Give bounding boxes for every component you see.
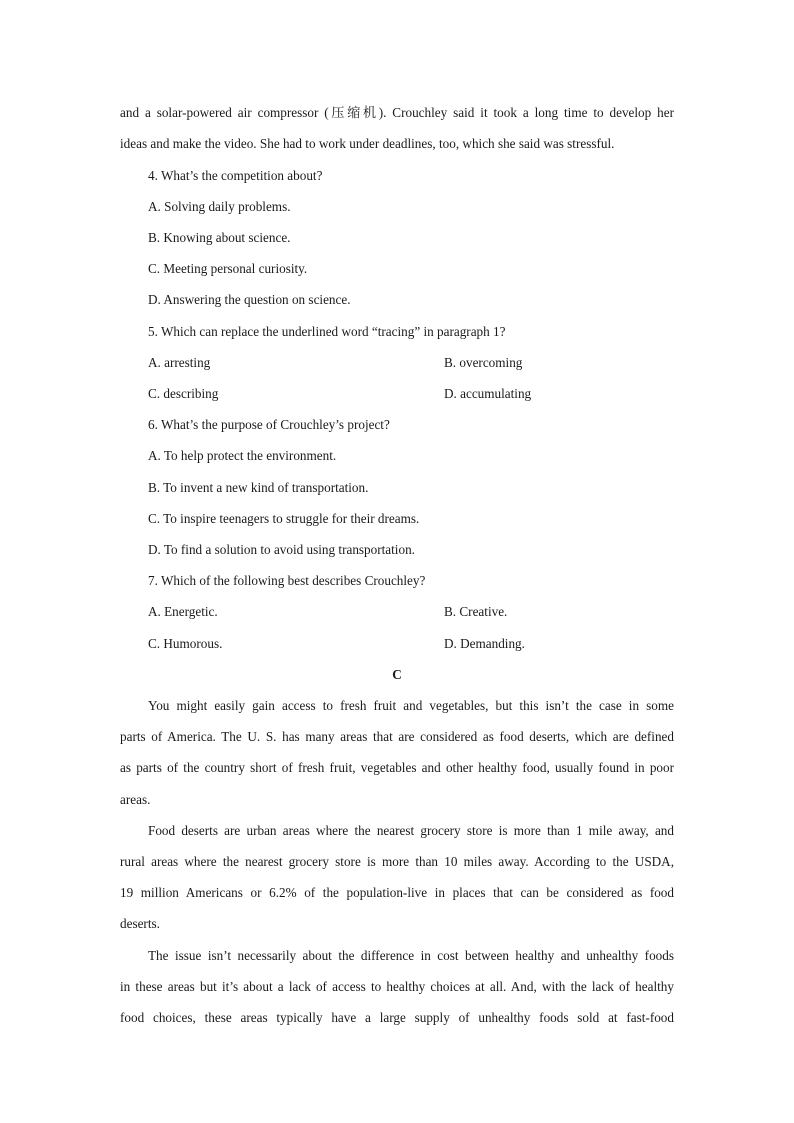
paragraph-line: in these areas but it’s about a lack of access to healthy choices at all. And, with the lack of healthy: [120, 979, 674, 994]
q4-option-b: B. Knowing about science.: [148, 230, 291, 245]
q7-option-b: B. Creative.: [444, 604, 508, 619]
q6-option-c: C. To inspire teenagers to struggle for their dreams.: [148, 511, 420, 526]
q5-option-d: D. accumulating: [444, 386, 532, 401]
q4-option-d: D. Answering the question on science.: [148, 292, 351, 307]
intro-line: and a solar-powered air compressor (压缩机). Crouchley said it took a long time to develop her: [120, 105, 674, 120]
q4-option-a: A. Solving daily problems.: [148, 199, 291, 214]
section-heading: C: [392, 667, 402, 682]
q5-option-b: B. overcoming: [444, 355, 523, 370]
question-5-stem: 5. Which can replace the underlined word “tracing” in paragraph 1?: [148, 324, 506, 339]
q5-option-a: A. arresting: [148, 355, 211, 370]
question-4-stem: 4. What’s the competition about?: [148, 168, 323, 183]
paragraph-line: 19 million Americans or 6.2% of the population-live in places that can be considered as food: [120, 885, 674, 900]
q4-option-c: C. Meeting personal curiosity.: [148, 261, 308, 276]
q5-option-c: C. describing: [148, 386, 219, 401]
paragraph-line: You might easily gain access to fresh fruit and vegetables, but this isn’t the case in some: [148, 698, 674, 713]
paragraph-line: areas.: [120, 792, 151, 807]
paragraph-line: The issue isn’t necessarily about the difference in cost between healthy and unhealthy foods: [148, 948, 674, 963]
question-7-stem: 7. Which of the following best describes Crouchley?: [148, 573, 426, 588]
paragraph-line: parts of America. The U. S. has many areas that are considered as food deserts, which are defined: [120, 729, 674, 744]
paragraph-line: as parts of the country short of fresh fruit, vegetables and other healthy food, usually found in poor: [120, 760, 674, 775]
q7-option-c: C. Humorous.: [148, 636, 223, 651]
q6-option-d: D. To find a solution to avoid using transportation.: [148, 542, 415, 557]
question-6-stem: 6. What’s the purpose of Crouchley’s project?: [148, 417, 390, 432]
q7-option-d: D. Demanding.: [444, 636, 525, 651]
paragraph-line: food choices, these areas typically have a large supply of unhealthy foods sold at fast-food: [120, 1010, 674, 1025]
paragraph-line: rural areas where the nearest grocery store is more than 10 miles away. According to the USDA,: [120, 854, 674, 869]
paragraph-line: deserts.: [120, 916, 160, 931]
intro-line: ideas and make the video. She had to work under deadlines, too, which she said was stressful.: [120, 136, 615, 151]
q6-option-b: B. To invent a new kind of transportation.: [148, 480, 369, 495]
q6-option-a: A. To help protect the environment.: [148, 448, 337, 463]
paragraph-line: Food deserts are urban areas where the nearest grocery store is more than 1 mile away, and: [148, 823, 674, 838]
q7-option-a: A. Energetic.: [148, 604, 218, 619]
